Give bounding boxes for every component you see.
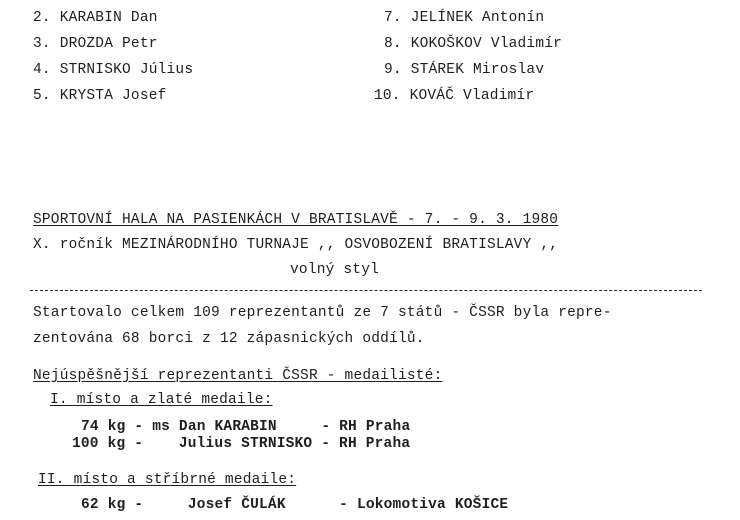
- ranking-left-3: 4. STRNISKO Július: [33, 62, 194, 78]
- ranking-left-4: 5. KRYSTA Josef: [33, 88, 167, 104]
- ranking-right-3: 9. STÁREK Miroslav: [384, 62, 545, 78]
- ranking-left-2: 3. DROZDA Petr: [33, 36, 158, 52]
- ranking-left-1: 2. KARABIN Dan: [33, 10, 158, 26]
- first-place-row-1: 74 kg - ms Dan KARABIN - RH Praha: [81, 419, 411, 435]
- first-place-heading: I. místo a zlaté medaile:: [50, 392, 273, 408]
- first-place-row-2: 100 kg - Julius STRNISKO - RH Praha: [72, 436, 411, 452]
- event-tournament: X. ročník MEZINÁRODNÍHO TURNAJE ,, OSVOBOZENÍ BRATISLAVY ,,: [33, 237, 559, 253]
- ranking-right-2: 8. KOKOŠKOV Vladimír: [384, 36, 563, 52]
- event-style: volný styl: [290, 262, 380, 278]
- section-divider: [30, 290, 702, 291]
- ranking-right-4: 10. KOVÁČ Vladimír: [374, 88, 535, 104]
- second-place-heading: II. místo a stříbrné medaile:: [38, 472, 297, 488]
- second-place-row-1: 62 kg - Josef ČULÁK - Lokomotiva KOŠICE: [81, 497, 509, 513]
- summary-line-1: Startovalo celkem 109 reprezentantů ze 7 států - ČSSR byla repre-: [33, 305, 612, 321]
- medalists-heading: Nejúspěšnější reprezentanti ČSSR - medailisté:: [33, 368, 443, 384]
- event-venue: SPORTOVNÍ HALA NA PASIENKÁCH V BRATISLAVĚ - 7. - 9. 3. 1980: [33, 212, 559, 228]
- summary-line-2: zentována 68 borci z 12 zápasnických oddílů.: [33, 331, 425, 347]
- ranking-right-1: 7. JELÍNEK Antonín: [384, 10, 545, 26]
